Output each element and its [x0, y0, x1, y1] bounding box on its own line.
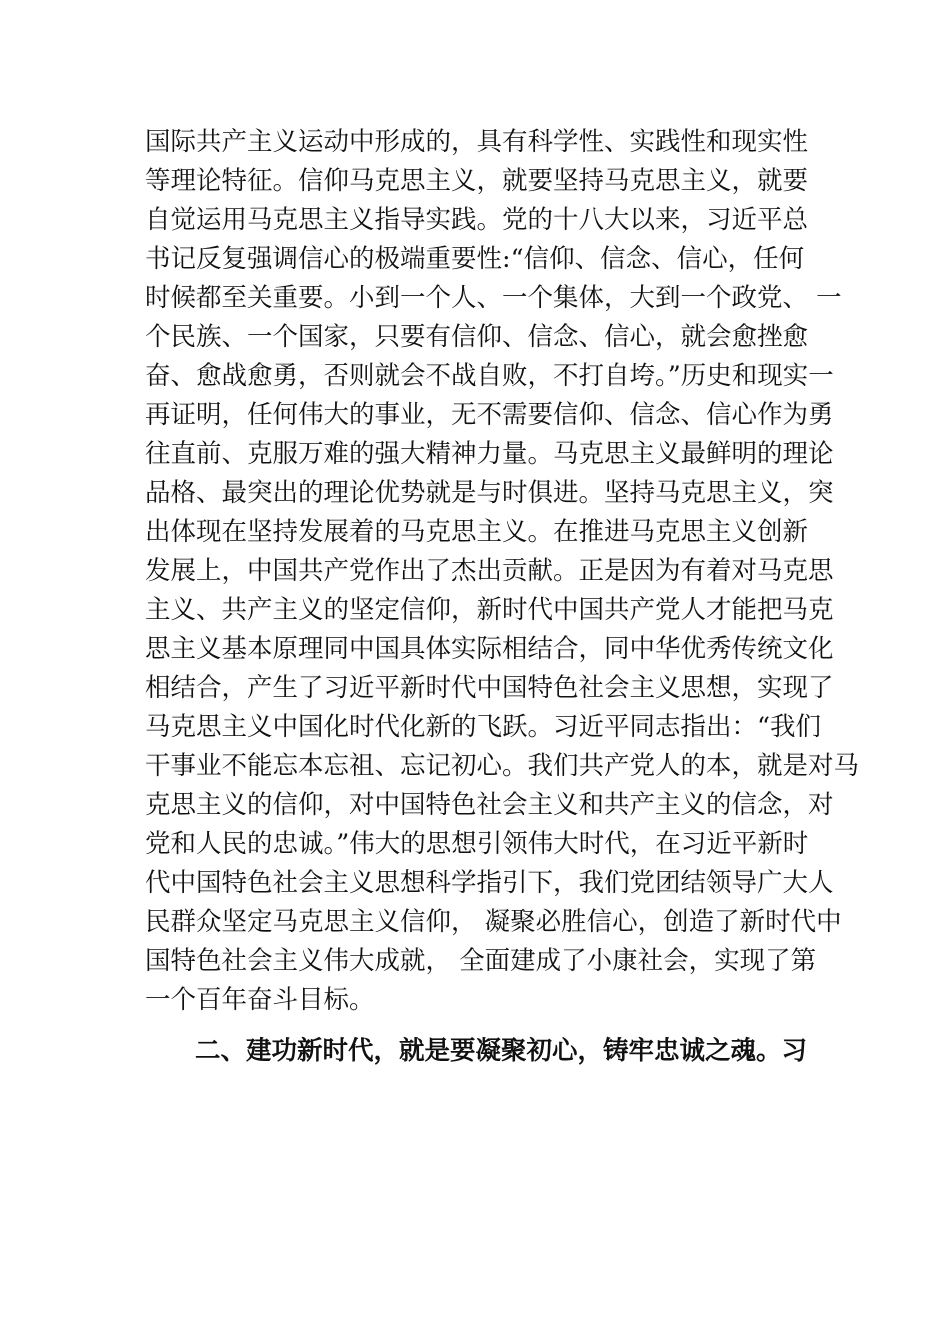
section-heading: 二、建功新时代，就是要凝聚初心，铸牢忠诚之魂。习	[195, 1036, 808, 1066]
text-line: 干事业不能忘本忘祖、忘记初心。我们共产党人的本，就是对马	[145, 751, 860, 781]
text-line: 国特色社会主义伟大成就， 全面建成了小康社会，实现了第	[145, 946, 817, 976]
text-line: 党和人民的忠诚。”伟大的思想引领伟大时代，在习近平新时	[145, 829, 809, 859]
text-line: 代中国特色社会主义思想科学指引下，我们党团结领导广大人	[145, 868, 834, 898]
text-line: 自觉运用马克思主义指导实践。党的十八大以来，习近平总	[145, 205, 809, 235]
text-line: 一个百年奋斗目标。	[145, 985, 375, 1015]
text-line: 克思主义的信仰，对中国特色社会主义和共产主义的信念，对	[145, 790, 834, 820]
text-line: 主义、共产主义的坚定信仰，新时代中国共产党人才能把马克	[145, 595, 834, 625]
text-line: 书记反复强调信心的极端重要性:“信仰、信念、信心，任何	[145, 244, 805, 274]
text-line: 品格、最突出的理论优势就是与时俱进。坚持马克思主义，突	[145, 478, 834, 508]
text-line: 发展上，中国共产党作出了杰出贡献。正是因为有着对马克思	[145, 556, 834, 586]
text-line: 再证明，任何伟大的事业，无不需要信仰、信念、信心作为勇	[145, 400, 834, 430]
body-paragraph	[145, 123, 860, 1020]
text-line: 个民族、一个国家，只要有信仰、信念、信心，就会愈挫愈	[145, 322, 809, 352]
text-line: 奋、愈战愈勇，否则就会不战自败，不打自垮。”历史和现实一	[145, 361, 834, 391]
text-line: 相结合，产生了习近平新时代中国特色社会主义思想，实现了	[145, 673, 834, 703]
text-line: 马克思主义中国化时代化新的飞跃。习近平同志指出：“我们	[145, 712, 822, 742]
text-line: 时候都至关重要。小到一个人、一个集体，大到一个政党、 一	[145, 283, 842, 313]
text-line: 国际共产主义运动中形成的，具有科学性、实践性和现实性	[145, 127, 809, 157]
text-line: 民群众坚定马克思主义信仰， 凝聚必胜信心，创造了新时代中	[145, 907, 842, 937]
text-line: 等理论特征。信仰马克思主义，就要坚持马克思主义，就要	[145, 166, 809, 196]
text-line: 出体现在坚持发展着的马克思主义。在推进马克思主义创新	[145, 517, 809, 547]
text-line: 思主义基本原理同中国具体实际相结合，同中华优秀传统文化	[145, 634, 834, 664]
text-line: 往直前、克服万难的强大精神力量。马克思主义最鲜明的理论	[145, 439, 834, 469]
